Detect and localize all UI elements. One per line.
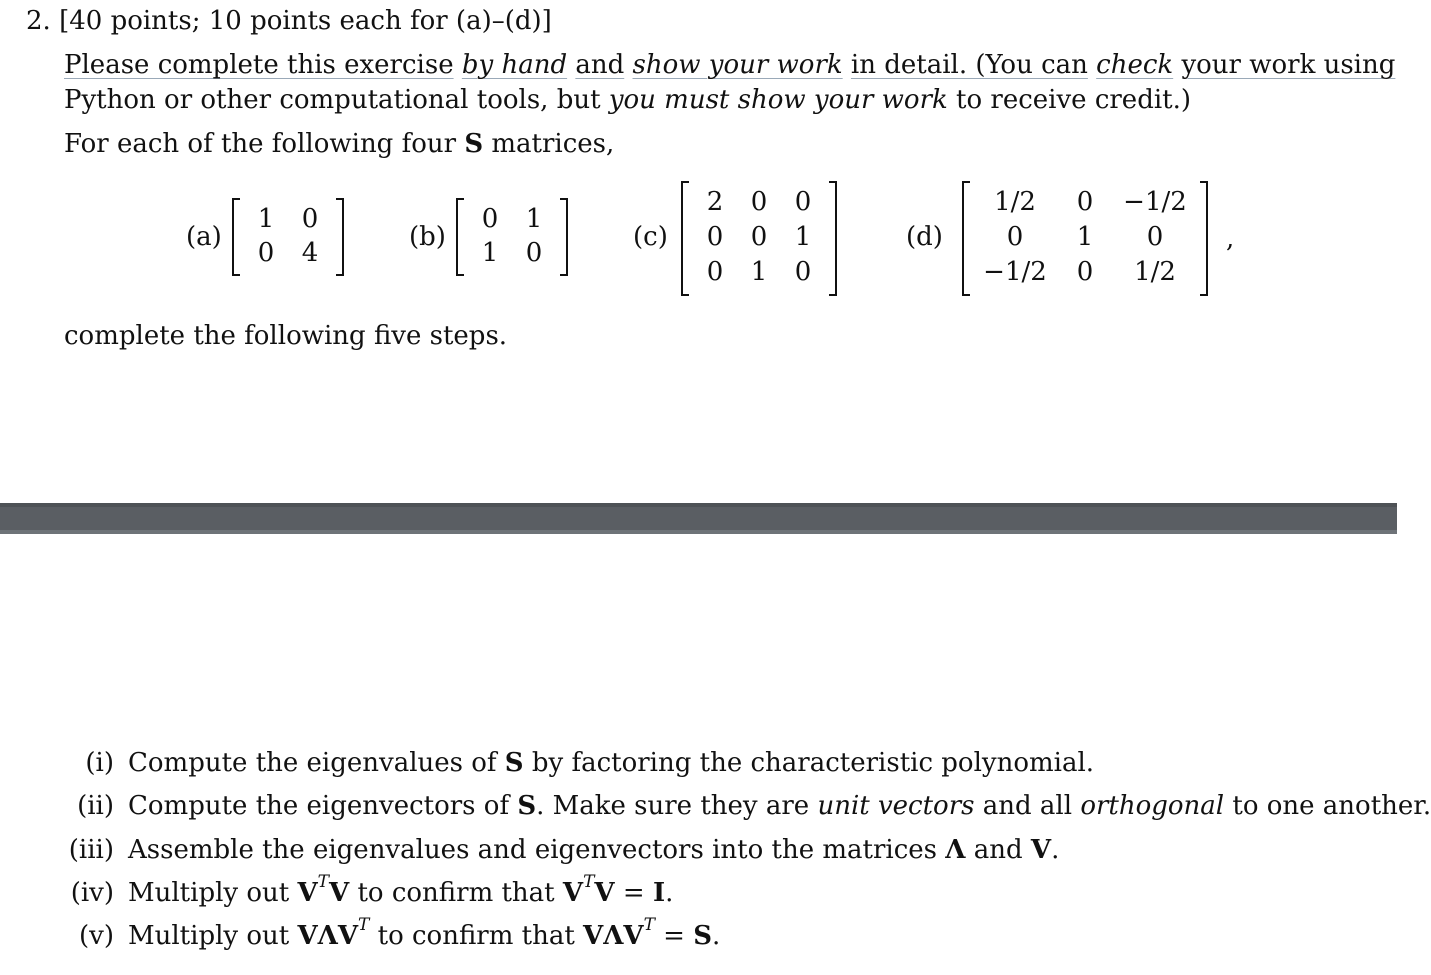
instruction-line-1 <box>64 48 1395 83</box>
matrix-cell: 1 <box>750 257 768 287</box>
step-number: (iv) <box>70 878 114 908</box>
instruction-line-3 <box>64 127 614 162</box>
step-text: and all <box>974 791 1081 821</box>
matrix-cell: 0 <box>750 187 768 217</box>
step-text: Multiply out <box>128 921 298 951</box>
step-text: . <box>1051 835 1060 865</box>
matrix-cell: 1 <box>525 204 543 234</box>
matrix-symbol-s: S <box>464 129 484 159</box>
matrices-row <box>0 178 1397 298</box>
math-symbol: Λ <box>945 835 966 865</box>
step-text: unit vectors <box>817 791 975 821</box>
matrix-left-bracket <box>456 198 464 276</box>
math-symbol: VΛV <box>297 921 359 951</box>
matrix-label: (c) <box>633 222 668 252</box>
math-symbol: V <box>1030 835 1052 865</box>
matrix-cell: 0 <box>794 187 812 217</box>
problem-number: 2. <box>26 6 51 36</box>
step-text: = <box>614 878 653 908</box>
matrix-cell: 1 <box>257 204 275 234</box>
step-number: (iii) <box>68 835 114 865</box>
matrix-cell: 1/2 <box>994 187 1036 217</box>
math-symbol: S <box>693 921 713 951</box>
matrix-cell: 0 <box>1146 222 1164 252</box>
matrix-cell: 0 <box>706 257 724 287</box>
math-superscript: T <box>643 915 655 936</box>
step-text: by factoring the characteristic polynomial. <box>523 748 1095 778</box>
instruction-text: matrices, <box>491 129 615 159</box>
step-text: and <box>965 835 1031 865</box>
matrix-cell: 1/2 <box>1134 257 1176 287</box>
matrix-right-bracket <box>1200 181 1208 296</box>
instruction-emphasis: show your work <box>632 50 843 80</box>
matrix-grid <box>974 185 1196 290</box>
step-text: . <box>712 921 721 951</box>
step-text: Compute the eigenvectors of <box>128 791 518 821</box>
math-superscript: T <box>317 872 330 893</box>
step-text: to one another. <box>1224 791 1431 821</box>
instruction-emphasis: check <box>1096 50 1174 80</box>
math-symbol: I <box>652 878 666 908</box>
instruction-emphasis: by hand <box>461 50 568 80</box>
instruction-text: to receive credit.) <box>956 85 1192 115</box>
matrices-trailing-comma: , <box>1226 224 1235 254</box>
page-divider-bar <box>0 503 1397 534</box>
matrix-label: (b) <box>409 222 446 252</box>
math-symbol: VΛV <box>583 921 644 951</box>
matrix-cell: 0 <box>525 238 543 268</box>
problem-points: [40 points; 10 points each for (a)–(d)] <box>59 6 552 36</box>
matrix-label: (d) <box>906 222 943 252</box>
matrix-left-bracket <box>962 181 970 296</box>
matrix-cell: 0 <box>794 257 812 287</box>
step-text: Multiply out <box>128 878 298 908</box>
math-symbol: V <box>329 878 350 908</box>
instruction-emphasis: you must show your work <box>608 85 948 115</box>
step-item <box>70 872 674 910</box>
matrix-cell: 0 <box>1076 187 1094 217</box>
step-text: = <box>654 921 694 951</box>
instruction-text: Please complete this exercise <box>64 50 454 80</box>
instruction-line-4: complete the following five steps. <box>64 321 508 351</box>
math-symbol: V <box>297 878 318 908</box>
matrix-cell: 1 <box>1076 222 1094 252</box>
step-text: . <box>665 878 674 908</box>
matrix-cell: −1/2 <box>983 257 1047 287</box>
math-symbol: V <box>594 878 615 908</box>
matrix-cell: 0 <box>481 204 499 234</box>
step-item <box>79 915 721 953</box>
math-superscript: T <box>583 872 595 893</box>
math-symbol: V <box>562 878 584 908</box>
matrix-cell: 0 <box>301 204 319 234</box>
matrix-left-bracket <box>681 181 689 296</box>
step-item <box>77 789 1431 823</box>
matrix-cell: 0 <box>1006 222 1024 252</box>
matrix-label: (a) <box>186 222 222 252</box>
matrix-cell: 0 <box>750 222 768 252</box>
instruction-text: your work using <box>1181 50 1396 80</box>
step-text: to confirm that <box>349 878 563 908</box>
step-text: to confirm that <box>369 921 584 951</box>
step-number: (ii) <box>77 791 114 821</box>
step-item <box>68 833 1060 867</box>
instruction-text: and <box>575 50 625 80</box>
matrix-right-bracket <box>560 198 568 276</box>
matrix-cell: 0 <box>1076 257 1094 287</box>
step-text: Assemble the eigenvalues and eigenvectors into the matrices <box>128 835 946 865</box>
problem-header <box>26 4 552 38</box>
instruction-text: Python or other computational tools, but <box>64 85 601 115</box>
instruction-line-2 <box>64 83 1191 118</box>
matrix-left-bracket <box>232 198 240 276</box>
matrix-grid <box>693 185 825 290</box>
matrix-grid <box>468 202 556 270</box>
matrix-right-bracket <box>829 181 837 296</box>
step-text: . Make sure they are <box>536 791 818 821</box>
step-text: Compute the eigenvalues of <box>128 748 505 778</box>
instruction-text: For each of the following four <box>64 129 457 159</box>
matrix-cell: 0 <box>257 238 275 268</box>
matrix-cell: −1/2 <box>1123 187 1187 217</box>
step-number: (v) <box>79 921 114 951</box>
matrix-right-bracket <box>336 198 344 276</box>
math-symbol: S <box>504 748 524 778</box>
step-item <box>85 746 1095 780</box>
math-superscript: T <box>358 915 370 936</box>
instruction-text: in detail. (You can <box>850 50 1088 80</box>
step-text: orthogonal <box>1080 791 1225 821</box>
matrix-cell: 1 <box>481 238 499 268</box>
step-number: (i) <box>85 748 114 778</box>
matrix-cell: 4 <box>301 238 319 268</box>
matrix-grid <box>244 202 332 270</box>
matrix-cell: 1 <box>794 222 812 252</box>
matrix-cell: 2 <box>706 187 724 217</box>
math-symbol: S <box>517 791 537 821</box>
matrix-cell: 0 <box>706 222 724 252</box>
